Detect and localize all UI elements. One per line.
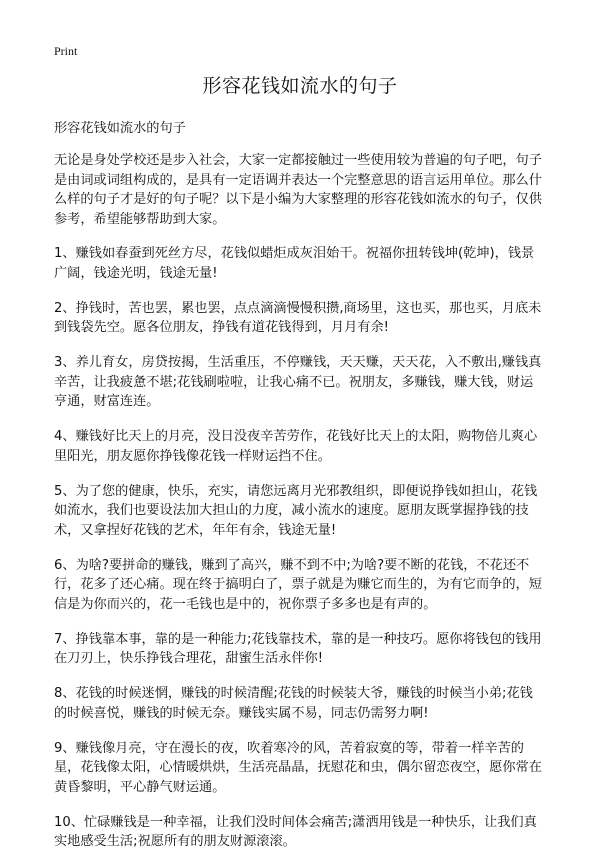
list-item-4: 4、赚钱好比天上的月亮，没日没夜辛苦劳作，花钱好比天上的太阳，购物倍儿爽心里阳光，朋友愿你挣钱像花钱一样财运挡不住。 [54, 429, 538, 464]
list-item-8: 8、花钱的时候迷惘，赚钱的时候清醒;花钱的时候装大爷，赚钱的时候当小弟;花钱的时候喜悦，赚钱的时候无奈。赚钱实属不易，同志仍需努力啊! [54, 686, 533, 721]
list-item-9: 9、赚钱像月亮，守在漫长的夜，吹着寒冷的风，苦着寂寞的等，带着一样辛苦的星，花钱像太阳，心情暖烘烘，生活亮晶晶，抚慰花和虫，偶尔留恋夜空，愿你常在黄昏黎明，平心静气财运通。 [54, 740, 542, 795]
intro-paragraph: 无论是身处学校还是步入社会，大家一定都接触过一些使用较为普遍的句子吧，句子是由词或词组构成的，是具有一定语调并表达一个完整意思的语言运用单位。那么什么样的句子才是好的句子呢？以下是小编为大家整理的形容花钱如流水的句子，仅供参考，希望能够帮助到大家。 [54, 153, 542, 227]
list-item-10: 10、忙碌赚钱是一种幸福，让我们没时间体会痛苦;潇洒用钱是一种快乐，让我们真实地感受生活;祝愿所有的朋友财源滚滚。 [54, 814, 537, 849]
list-item-7: 7、挣钱靠本事，靠的是一种能力;花钱靠技术，靠的是一种技巧。愿你将钱包的钱用在刀刃上，快乐挣钱合理花，甜蜜生活永伴你! [54, 631, 542, 666]
list-item-1: 1、赚钱如春蚕到死丝方尽，花钱似蜡炬成灰泪始干。祝福你扭转钱坤(乾坤)，钱景广阔，钱途光明，钱途无量! [54, 246, 535, 281]
list-item-3: 3、养儿育女，房贷按揭，生活重压，不停赚钱，天天赚，天天花，入不敷出,赚钱真辛苦，让我疲惫不堪;花钱刷啦啦，让我心痛不已。祝朋友，多赚钱，赚大钱，财运亨通，财富连连。 [54, 355, 542, 409]
print-link[interactable]: Print [54, 44, 78, 58]
article-subtitle: 形容花钱如流水的句子 [54, 121, 186, 136]
list-item-5: 5、为了您的健康，快乐，充实，请您远离月光邪教组织，即便说挣钱如担山，花钱如流水，我们也要设法加大担山的力度，减小流水的速度。愿朋友既掌握挣钱的技术，又拿捏好花钱的艺术，年年有余，钱途无量! [54, 483, 538, 538]
page-title: 形容花钱如流水的句子 [202, 75, 398, 97]
list-item-6: 6、为啥?要拼命的赚钱，赚到了高兴，赚不到不中;为啥?要不断的花钱，不花还不行，花多了还心痛。现在终于搞明白了，票子就是为赚它而生的，为有它而争的，短信是为你而兴的，花一毛钱也是中的，祝你票子多多也是有声的。 [54, 557, 542, 612]
list-item-2: 2、挣钱时，苦也罢，累也罢，点点滴滴慢慢积攒,商场里，这也买，那也买，月底未到钱袋先空。愿各位朋友，挣钱有道花钱得到，月月有余! [54, 300, 542, 335]
